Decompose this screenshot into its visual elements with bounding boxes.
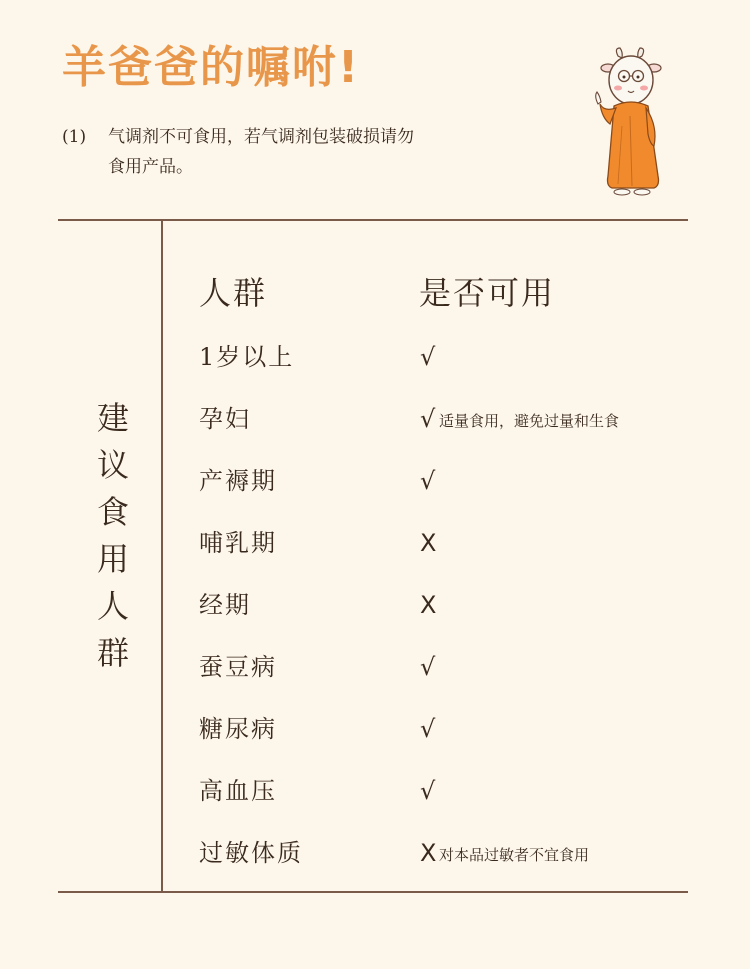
note-line-2: 食用产品。 xyxy=(108,157,193,177)
side-label-char: 人 xyxy=(96,587,129,625)
side-label-char: 建 xyxy=(96,399,129,437)
side-label-char: 议 xyxy=(96,446,129,484)
table-header xyxy=(199,268,679,318)
table-row xyxy=(199,523,679,563)
note-number: (1) xyxy=(62,127,87,147)
table-row xyxy=(199,461,679,501)
table-row xyxy=(199,833,679,873)
header-group: 人群 xyxy=(199,274,268,312)
header-usable: 是否可用 xyxy=(419,274,556,312)
row-group: 过敏体质 xyxy=(199,839,303,867)
side-label-char: 用 xyxy=(96,540,129,578)
table-row xyxy=(199,585,679,625)
table-row xyxy=(199,647,679,687)
row-group: 产褥期 xyxy=(199,467,277,495)
row-group: 哺乳期 xyxy=(199,529,277,557)
table-row xyxy=(199,399,679,439)
row-group: 糖尿病 xyxy=(199,715,277,743)
row-group: 蚕豆病 xyxy=(199,653,277,681)
table-top-rule xyxy=(58,219,688,221)
usage-note xyxy=(62,122,522,182)
table-row xyxy=(199,709,679,749)
note-line-1: (1) 气调剂不可食用，若气调剂包装破损请勿 xyxy=(62,122,522,152)
row-mark: √ xyxy=(420,715,436,743)
side-label-suggested-groups xyxy=(92,395,134,677)
table-column-divider xyxy=(161,219,163,892)
row-group: 1岁以上 xyxy=(199,343,295,371)
row-mark: √ xyxy=(420,653,436,681)
row-mark: X xyxy=(420,839,437,867)
row-mark: √ xyxy=(420,343,436,371)
row-mark: X xyxy=(420,591,437,619)
row-mark: X xyxy=(420,529,437,557)
row-mark: √ xyxy=(420,777,436,805)
table-bottom-rule xyxy=(58,891,688,893)
row-mark: √ xyxy=(420,405,436,433)
row-mark: √ xyxy=(420,467,436,495)
table-row xyxy=(199,337,679,377)
side-label-char: 群 xyxy=(96,634,129,672)
row-group: 高血压 xyxy=(199,777,277,805)
table-row xyxy=(199,771,679,811)
sheep-mascot-illustration xyxy=(588,46,668,198)
row-group: 经期 xyxy=(199,591,251,619)
side-label-char: 食 xyxy=(96,493,129,531)
row-remark: 适量食用，避免过量和生食 xyxy=(439,412,620,430)
row-group: 孕妇 xyxy=(199,405,251,433)
page-title: 羊爸爸的嘱咐! xyxy=(62,42,361,93)
row-remark: 对本品过敏者不宜食用 xyxy=(439,846,590,864)
